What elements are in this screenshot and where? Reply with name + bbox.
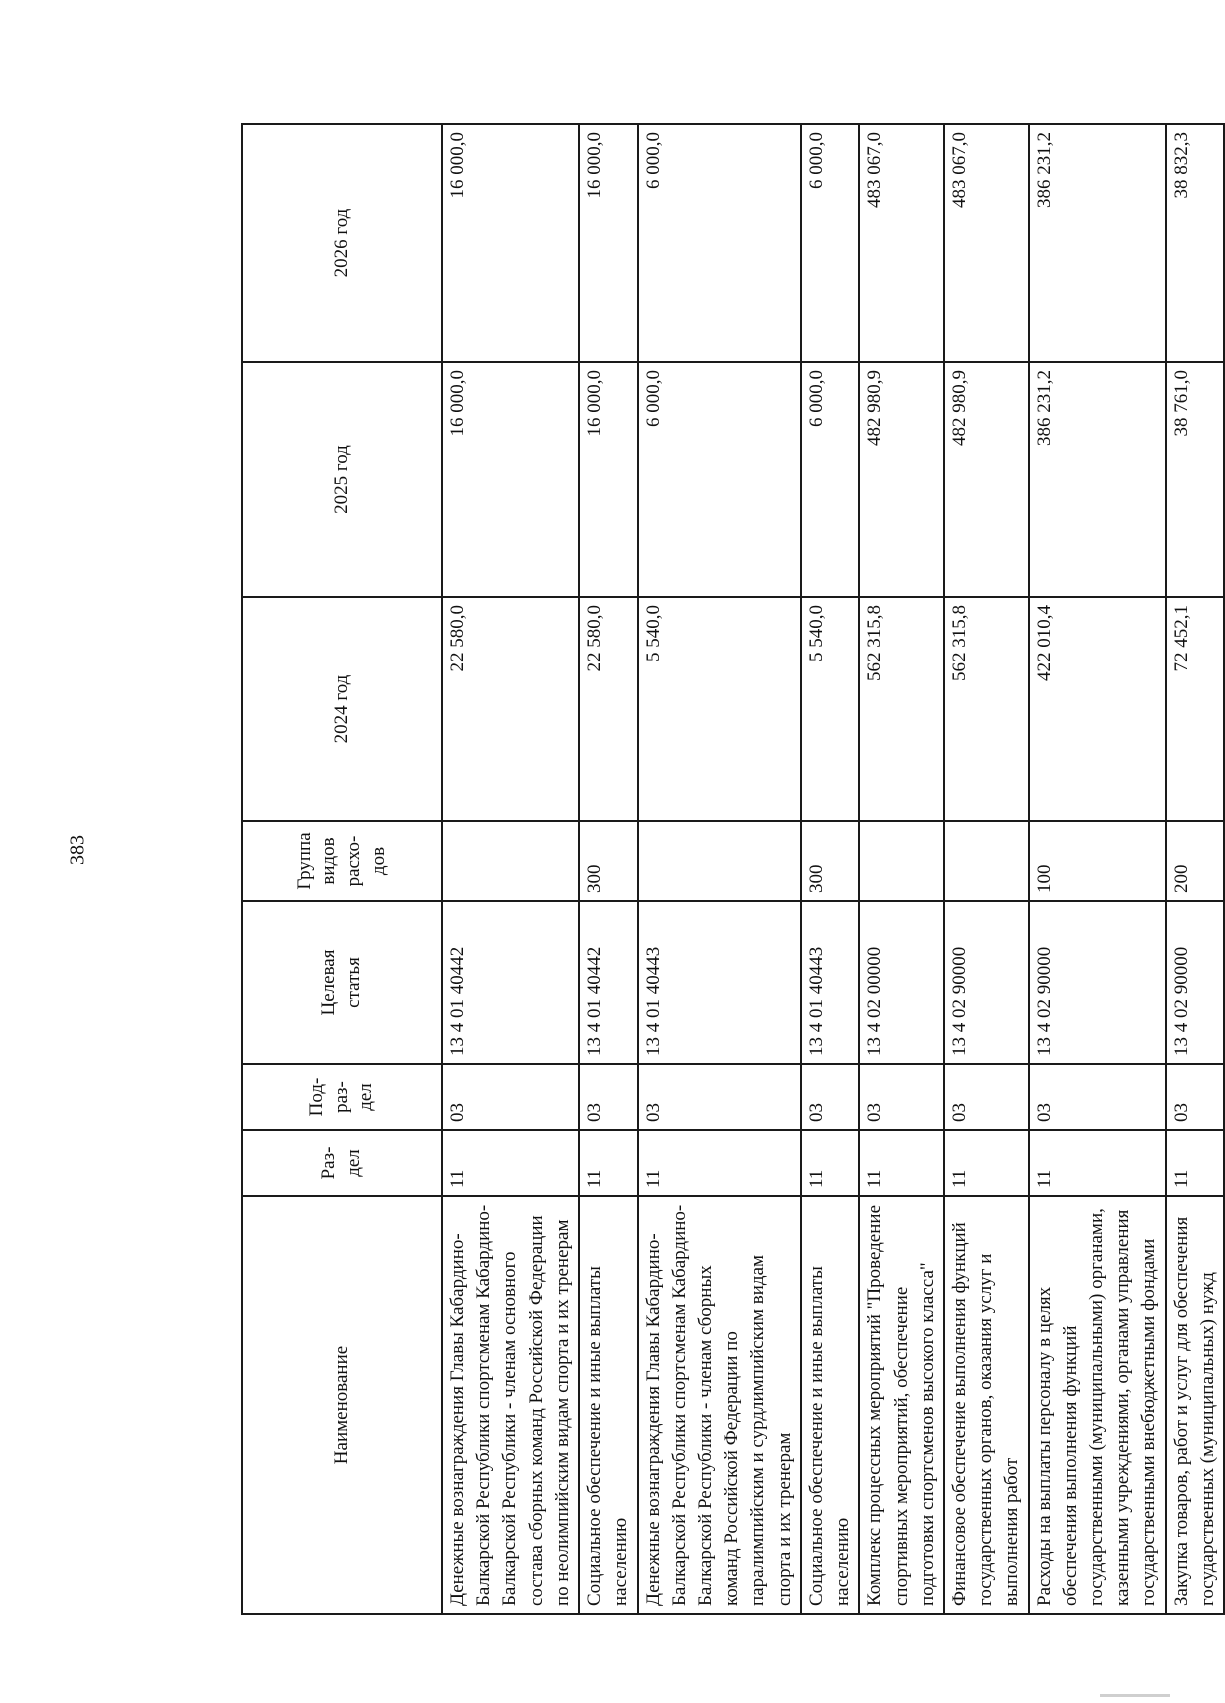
cell-2024: 562 315,8 bbox=[944, 597, 1029, 821]
table-row bbox=[442, 124, 579, 1614]
header-2026: 2026 год bbox=[242, 124, 442, 362]
cell-razdel: 11 bbox=[1029, 1130, 1166, 1196]
cell-razdel: 11 bbox=[579, 1130, 637, 1196]
cell-2025: 482 980,9 bbox=[859, 362, 944, 597]
cell-celevaya-statya: 13 4 01 40442 bbox=[442, 901, 579, 1064]
cell-2025: 482 980,9 bbox=[944, 362, 1029, 597]
cell-razdel: 11 bbox=[1166, 1130, 1224, 1196]
cell-2026: 38 832,3 bbox=[1166, 124, 1224, 362]
page-number: 383 bbox=[66, 835, 89, 865]
cell-2024: 5 540,0 bbox=[801, 597, 859, 821]
cell-name: Денежные вознаграждения Главы Кабардино-Балкарской Республики спортсменам Кабардино-Балкарской Республики - членам сборных команд Российской Федерации по паралимпийским и сурдлимпийским видам спорта и их тренерам bbox=[638, 1196, 801, 1614]
cell-podrazdel: 03 bbox=[579, 1064, 637, 1130]
cell-celevaya-statya: 13 4 02 90000 bbox=[944, 901, 1029, 1064]
cell-2024: 562 315,8 bbox=[859, 597, 944, 821]
cell-gruppa bbox=[859, 821, 944, 901]
cell-2025: 386 231,2 bbox=[1029, 362, 1166, 597]
cell-razdel: 11 bbox=[442, 1130, 579, 1196]
cell-name: Закупка товаров, работ и услуг для обеспечения государственных (муниципальных) нужд bbox=[1166, 1196, 1224, 1614]
cell-2026: 6 000,0 bbox=[801, 124, 859, 362]
table-row bbox=[1029, 124, 1166, 1614]
cell-gruppa bbox=[944, 821, 1029, 901]
cell-celevaya-statya: 13 4 01 40442 bbox=[579, 901, 637, 1064]
cell-gruppa: 300 bbox=[801, 821, 859, 901]
table-row bbox=[579, 124, 637, 1614]
cell-name: Денежные вознаграждения Главы Кабардино-Балкарской Республики спортсменам Кабардино-Балкарской Республики - членам основного состава сборных команд Российской Федерации по неолимпийским видам спорта и их тренерам bbox=[442, 1196, 579, 1614]
cell-2024: 422 010,4 bbox=[1029, 597, 1166, 821]
cell-razdel: 11 bbox=[638, 1130, 801, 1196]
cell-podrazdel: 03 bbox=[638, 1064, 801, 1130]
cell-2026: 16 000,0 bbox=[579, 124, 637, 362]
table-row bbox=[638, 124, 801, 1614]
cell-name: Финансовое обеспечение выполнения функций государственных органов, оказания услуг и выполнения работ bbox=[944, 1196, 1029, 1614]
header-podrazdel: Под- раз- дел bbox=[242, 1064, 442, 1130]
table-header-row bbox=[242, 124, 442, 1614]
cell-celevaya-statya: 13 4 02 90000 bbox=[1029, 901, 1166, 1064]
cell-2026: 483 067,0 bbox=[859, 124, 944, 362]
cell-celevaya-statya: 13 4 02 90000 bbox=[1166, 901, 1224, 1064]
cell-2025: 6 000,0 bbox=[638, 362, 801, 597]
cell-gruppa: 100 bbox=[1029, 821, 1166, 901]
cell-2025: 16 000,0 bbox=[579, 362, 637, 597]
cell-name: Расходы на выплаты персоналу в целях обеспечения выполнения функций государственными (муниципальными) органами, казенными учреждениями, органами управления государственными внебюджетными фондами bbox=[1029, 1196, 1166, 1614]
cell-podrazdel: 03 bbox=[442, 1064, 579, 1130]
cell-2024: 5 540,0 bbox=[638, 597, 801, 821]
header-name: Наименование bbox=[242, 1196, 442, 1614]
cell-2025: 38 761,0 bbox=[1166, 362, 1224, 597]
header-2024: 2024 год bbox=[242, 597, 442, 821]
cell-podrazdel: 03 bbox=[859, 1064, 944, 1130]
table-row bbox=[1166, 124, 1224, 1614]
cell-2026: 6 000,0 bbox=[638, 124, 801, 362]
table-row bbox=[859, 124, 944, 1614]
header-gruppa-vidov-rashodov: Группа видов расхо- дов bbox=[242, 821, 442, 901]
cell-celevaya-statya: 13 4 01 40443 bbox=[801, 901, 859, 1064]
cell-razdel: 11 bbox=[859, 1130, 944, 1196]
header-2025: 2025 год bbox=[242, 362, 442, 597]
header-razdel: Раз- дел bbox=[242, 1130, 442, 1196]
cell-2026: 386 231,2 bbox=[1029, 124, 1166, 362]
cell-gruppa: 200 bbox=[1166, 821, 1224, 901]
cell-celevaya-statya: 13 4 01 40443 bbox=[638, 901, 801, 1064]
budget-table-container bbox=[241, 125, 1218, 1615]
cell-gruppa bbox=[638, 821, 801, 901]
cell-name: Комплекс процессных мероприятий "Проведение спортивных мероприятий, обеспечение подготовки спортсменов высокого класса" bbox=[859, 1196, 944, 1614]
cell-2026: 16 000,0 bbox=[442, 124, 579, 362]
cell-razdel: 11 bbox=[944, 1130, 1029, 1196]
header-celevaya-statya: Целевая статья bbox=[242, 901, 442, 1064]
cell-podrazdel: 03 bbox=[944, 1064, 1029, 1130]
cell-gruppa bbox=[442, 821, 579, 901]
scan-artifact-line bbox=[1100, 1694, 1170, 1697]
cell-2026: 483 067,0 bbox=[944, 124, 1029, 362]
cell-podrazdel: 03 bbox=[801, 1064, 859, 1130]
cell-celevaya-statya: 13 4 02 00000 bbox=[859, 901, 944, 1064]
cell-podrazdel: 03 bbox=[1029, 1064, 1166, 1130]
cell-2024: 72 452,1 bbox=[1166, 597, 1224, 821]
cell-gruppa: 300 bbox=[579, 821, 637, 901]
table-row bbox=[944, 124, 1029, 1614]
table-row bbox=[801, 124, 859, 1614]
cell-podrazdel: 03 bbox=[1166, 1064, 1224, 1130]
cell-2025: 6 000,0 bbox=[801, 362, 859, 597]
cell-name: Социальное обеспечение и иные выплаты населению bbox=[579, 1196, 637, 1614]
cell-2024: 22 580,0 bbox=[442, 597, 579, 821]
budget-table bbox=[241, 123, 1225, 1615]
cell-name: Социальное обеспечение и иные выплаты населению bbox=[801, 1196, 859, 1614]
cell-2024: 22 580,0 bbox=[579, 597, 637, 821]
cell-razdel: 11 bbox=[801, 1130, 859, 1196]
cell-2025: 16 000,0 bbox=[442, 362, 579, 597]
